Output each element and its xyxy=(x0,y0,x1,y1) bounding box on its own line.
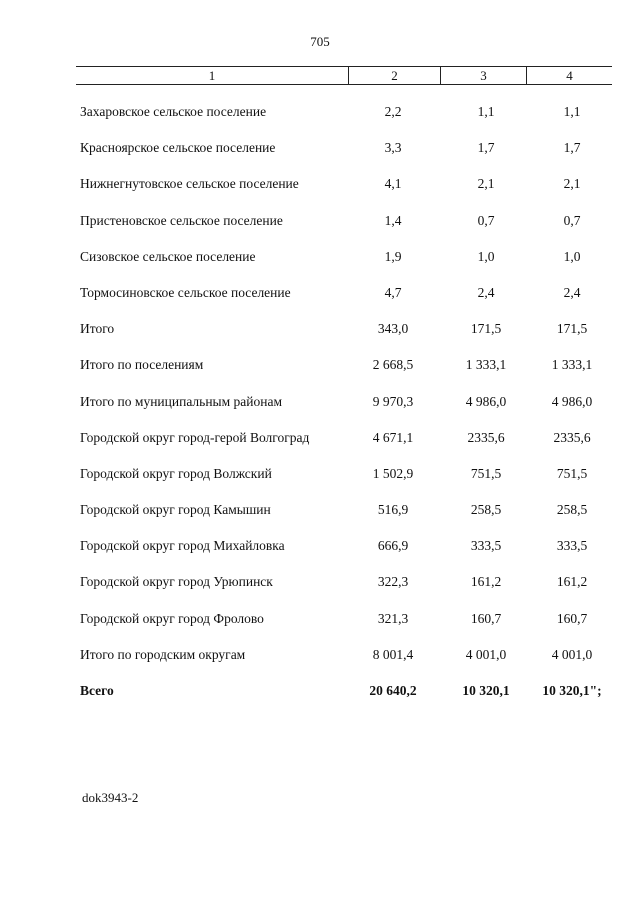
row-name: Городской округ город Михайловка xyxy=(80,538,285,554)
table-row xyxy=(0,205,640,241)
table-row xyxy=(0,639,640,675)
row-value-col3: 751,5 xyxy=(470,465,502,481)
table-row xyxy=(0,458,640,494)
table-row xyxy=(0,566,640,602)
total-value-col3: 10 320,1 xyxy=(462,683,510,698)
row-value-col3: 0,7 xyxy=(477,212,495,228)
row-value-col4: 2335,6 xyxy=(553,429,591,445)
row-value-col2: 1,4 xyxy=(384,212,402,228)
row-name: Городской округ город Фролово xyxy=(80,610,264,626)
row-value-col3: 1,0 xyxy=(477,248,495,264)
table-row xyxy=(0,530,640,566)
row-value-col3: 258,5 xyxy=(470,502,502,518)
row-value-col4: 4 986,0 xyxy=(551,393,593,409)
row-value-col4: 1,0 xyxy=(563,248,581,264)
row-name: Пристеновское сельское поселение xyxy=(80,212,283,228)
row-name: Сизовское сельское поселение xyxy=(80,248,256,264)
total-value-col2: 20 640,2 xyxy=(369,683,417,698)
row-value-col2: 666,9 xyxy=(377,538,409,554)
row-value-col2: 2 668,5 xyxy=(372,357,414,373)
column-header-4: 4 xyxy=(526,67,612,84)
column-header-3: 3 xyxy=(440,67,526,84)
row-value-col3: 160,7 xyxy=(470,610,502,626)
column-header-1: 1 xyxy=(208,68,216,83)
row-value-col4: 4 001,0 xyxy=(551,646,593,662)
row-value-col2: 322,3 xyxy=(377,574,409,590)
table-row xyxy=(0,241,640,277)
row-value-col2: 2,2 xyxy=(384,104,402,119)
table-row xyxy=(0,132,640,168)
row-value-col2: 321,3 xyxy=(377,610,409,626)
row-value-col2: 1,9 xyxy=(384,248,402,264)
row-value-col2: 3,3 xyxy=(384,140,402,156)
row-value-col3: 333,5 xyxy=(470,538,502,554)
total-row xyxy=(0,675,640,711)
row-value-col4: 2,4 xyxy=(563,284,581,300)
row-value-col4: 161,2 xyxy=(556,574,588,590)
row-value-col2: 9 970,3 xyxy=(372,393,414,409)
table-row xyxy=(0,603,640,639)
row-value-col4: 171,5 xyxy=(556,321,588,337)
row-value-col4: 1,1 xyxy=(563,104,581,119)
row-name: Итого xyxy=(80,321,115,337)
row-value-col3: 4 986,0 xyxy=(465,393,507,409)
row-name: Городской округ город-герой Волгоград xyxy=(80,429,310,445)
row-value-col4: 1,7 xyxy=(563,140,581,156)
table-body xyxy=(0,96,640,711)
row-value-col2: 516,9 xyxy=(377,502,409,518)
row-value-col2: 8 001,4 xyxy=(372,646,414,662)
table-row xyxy=(0,168,640,204)
document-code: dok3943-2 xyxy=(82,790,139,805)
row-name: Итого по поселениям xyxy=(80,357,204,373)
row-value-col2: 4 671,1 xyxy=(372,429,414,445)
row-value-col3: 4 001,0 xyxy=(465,646,507,662)
row-value-col2: 1 502,9 xyxy=(372,465,414,481)
table-row xyxy=(0,96,640,132)
row-value-col2: 4,7 xyxy=(384,284,402,300)
table-row xyxy=(0,349,640,385)
row-value-col3: 161,2 xyxy=(470,574,502,590)
row-value-col3: 2335,6 xyxy=(467,429,505,445)
row-name: Красноярское сельское поселение xyxy=(80,140,276,156)
row-name: Городской округ город Камышин xyxy=(80,502,271,518)
row-name: Тормосиновское сельское поселение xyxy=(80,284,291,300)
table-row xyxy=(0,422,640,458)
row-value-col4: 1 333,1 xyxy=(551,357,593,373)
row-value-col3: 1 333,1 xyxy=(465,357,507,373)
column-header-2: 2 xyxy=(348,67,440,84)
row-value-col4: 2,1 xyxy=(563,176,581,192)
table-row xyxy=(0,313,640,349)
row-value-col3: 2,1 xyxy=(477,176,495,192)
row-value-col2: 343,0 xyxy=(377,321,409,337)
table-header-row xyxy=(76,66,612,85)
row-name: Захаровское сельское поселение xyxy=(80,104,267,119)
row-value-col4: 160,7 xyxy=(556,610,588,626)
row-value-col3: 2,4 xyxy=(477,284,495,300)
row-value-col3: 1,7 xyxy=(477,140,495,156)
row-value-col4: 333,5 xyxy=(556,538,588,554)
row-name: Городской округ город Урюпинск xyxy=(80,574,273,590)
table-row xyxy=(0,386,640,422)
row-value-col2: 4,1 xyxy=(384,176,402,192)
row-name: Нижнегнутовское сельское поселение xyxy=(80,176,299,192)
table-row xyxy=(0,277,640,313)
row-value-col4: 751,5 xyxy=(556,465,588,481)
table-row xyxy=(0,494,640,530)
total-value-col4: 10 320,1"; xyxy=(542,683,602,698)
row-value-col3: 171,5 xyxy=(470,321,502,337)
row-name: Городской округ город Волжский xyxy=(80,465,272,481)
row-value-col4: 258,5 xyxy=(556,502,588,518)
page-number: 705 xyxy=(310,34,330,49)
row-value-col3: 1,1 xyxy=(477,104,495,119)
row-value-col4: 0,7 xyxy=(563,212,581,228)
total-row-name: Всего xyxy=(80,683,114,698)
row-name: Итого по муниципальным районам xyxy=(80,393,283,409)
row-name: Итого по городским округам xyxy=(80,646,246,662)
